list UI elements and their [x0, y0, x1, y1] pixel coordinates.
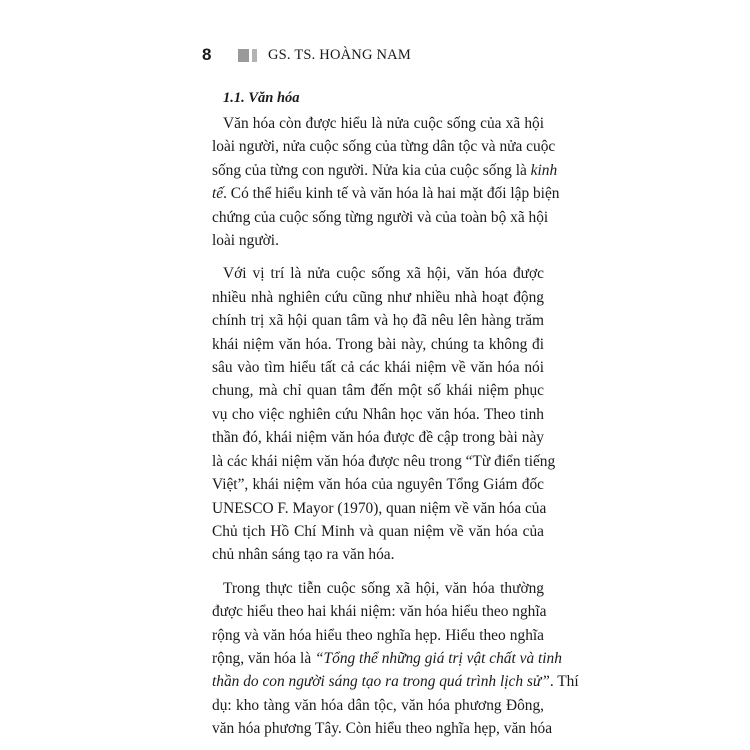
text-line: chứng của cuộc sống từng người và của toàn bộ xã hội — [212, 208, 549, 226]
text-line: sâu vào tìm hiểu tất cả các khái niệm về văn hóa nói — [212, 359, 544, 377]
italic-quote: thần do con người sáng tạo ra trong quá trình lịch sử” — [212, 673, 550, 691]
text-line: rộng, văn hóa là “Tổng thể những giá trị vật chất và tinh — [212, 649, 562, 667]
text-line: Văn hóa còn được hiểu là nửa cuộc sống của xã hội — [223, 115, 544, 132]
paragraph-1 — [212, 112, 560, 252]
page-body — [212, 86, 579, 741]
text-line: là các khái niệm văn hóa được nêu trong “Từ điển tiếng — [212, 452, 556, 470]
text-line: UNESCO F. Mayor (1970), quan niệm về văn hóa của — [212, 499, 547, 517]
paragraph-2 — [212, 262, 556, 566]
text-line: chung, mà chỉ quan tâm đến một số khái niệm phục — [212, 382, 544, 400]
text-line: dụ: kho tàng văn hóa dân tộc, văn hóa phương Đông, — [212, 696, 544, 714]
text-line: thần đó, khái niệm văn hóa được đề cập trong bài này — [212, 429, 544, 447]
author-name: GS. TS. HOÀNG NAM — [268, 46, 411, 63]
section-heading: 1.1. Văn hóa — [223, 90, 300, 106]
text-line: chính trị xã hội quan tâm và họ đã nêu lên hàng trăm — [212, 312, 544, 330]
text-line: khái niệm văn hóa. Trong bài này, chúng ta không đi — [212, 335, 544, 353]
text-line: được hiểu theo hai khái niệm: văn hóa hiểu theo nghĩa — [212, 603, 547, 621]
text-line: loài người. — [212, 232, 279, 250]
text-line: Với vị trí là nửa cuộc sống xã hội, văn hóa được — [223, 265, 544, 283]
header-decoration-bars — [238, 49, 257, 62]
text-line: sống của từng con người. Nửa kia của cuộc sống là kinh — [212, 161, 558, 179]
text-line: rộng và văn hóa hiểu theo nghĩa hẹp. Hiểu theo nghĩa — [212, 626, 544, 644]
text-line: Việt”, khái niệm văn hóa của nguyên Tổng Giám đốc — [212, 476, 544, 494]
header-bar-dark — [238, 49, 249, 62]
text-line: tế. Có thể hiểu kinh tế và văn hóa là hai mặt đối lập biện — [212, 185, 560, 203]
text-line: văn hóa phương Tây. Còn hiểu theo nghĩa hẹp, văn hóa — [212, 720, 553, 738]
text-line: thần do con người sáng tạo ra trong quá trình lịch sử”. Thí — [212, 673, 579, 691]
text-line: Trong thực tiễn cuộc sống xã hội, văn hóa thường — [223, 579, 544, 597]
italic-term: kinh — [530, 161, 558, 179]
page-number: 8 — [202, 45, 212, 64]
text-line: nhiều nhà nghiên cứu cũng như nhiều nhà hoạt động — [212, 288, 544, 306]
header-bar-light — [252, 49, 257, 62]
italic-quote: “Tổng thể những giá trị vật chất và tinh — [315, 649, 562, 667]
text-line: loài người, nửa cuộc sống của từng dân tộc và nửa cuộc — [212, 138, 556, 156]
text-line: vụ cho việc nghiên cứu Nhân học văn hóa. Theo tinh — [212, 405, 544, 423]
running-header — [202, 44, 411, 66]
text-line: Chủ tịch Hồ Chí Minh và quan niệm về văn hóa của — [212, 522, 544, 540]
paragraph-3 — [212, 577, 579, 741]
text-line: chủ nhân sáng tạo ra văn hóa. — [212, 546, 395, 564]
italic-term: tế — [212, 185, 224, 203]
